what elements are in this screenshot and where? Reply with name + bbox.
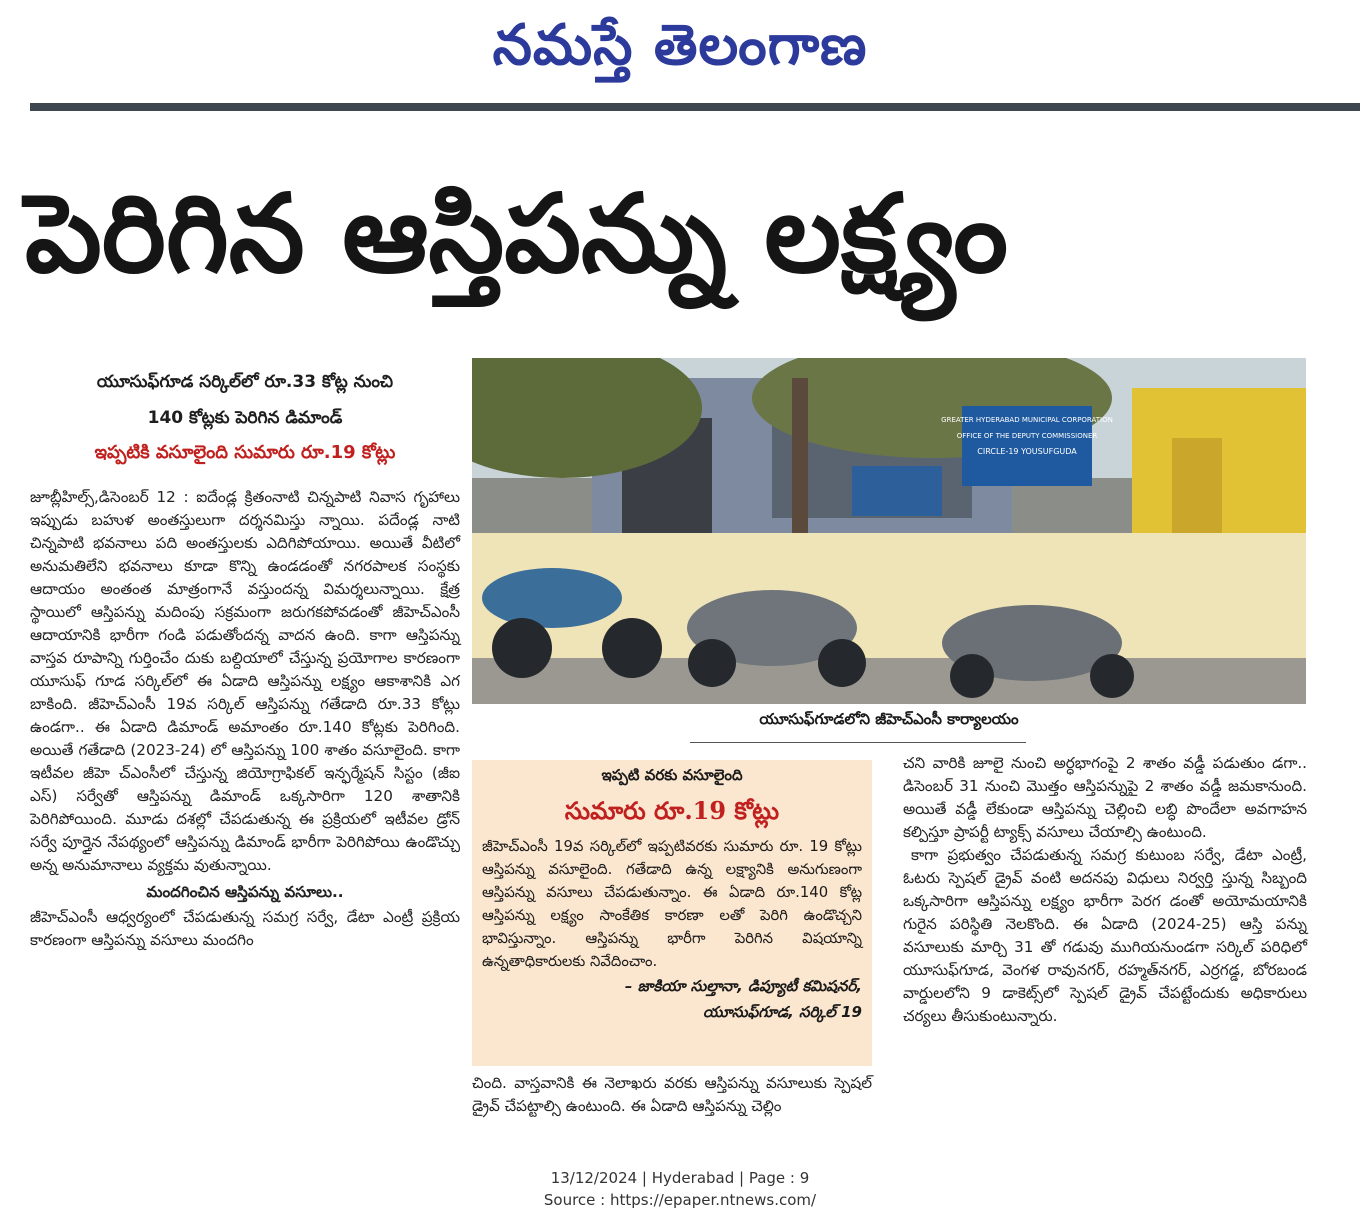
column3-paragraph-1: చని వారికి జూలై నుంచి అర్ధభాగంపై 2 శాతం వడ్డీ పడుతుం డగా.. డిసెంబర్ 31 నుంచి మొత్తం ఆస్తిపన్నుపై 2 శాతం వడ్డీ జమకానుంది. అయితే వడ్డీ లేకుండా ఆస్తిపన్ను చెల్లించి లబ్ధి పొందేలా అవగాహన కల్పిస్తూ ప్రాపర్టీ ట్యాక్స్ వసూలు చేయాల్సి ఉంటుంది. [903,754,1307,841]
quote-box-signature-1: – జాకియా సుల్తానా, డిప్యూటీ కమిషనర్, [624,977,862,995]
article-column-2 [472,1072,872,1118]
kicker-line-2: 140 కోట్లకు పెరిగిన డిమాండ్ [147,408,343,428]
page-footer [0,1167,1360,1211]
masthead [0,0,1360,100]
column1-paragraph-1: జూబ్లీహిల్స్,డిసెంబర్ 12 : ఐదేండ్ల క్రితంనాటి చిన్నపాటి నివాస గృహాలు ఇప్పుడు బహుళ అంతస్తులుగా దర్శనమిస్తు న్నాయి. పదేండ్ల నాటి చిన్నపాటి భవనాలు పది అంతస్తులకు ఎదిగిపోయాయి. అయితే వీటిలో అనుమతిలేని భవనాలు కూడా కొన్ని ఉండడంతో నగరపాలక సంస్థకు ఆదాయం అంతంత మాత్రంగానే వస్తుందన్న విమర్శలున్నాయి. క్షేత్ర స్థాయిలో ఆస్తిపన్ను మదింపు సక్రమంగా జరుగకపోవడంతో జీహెచ్‌ఎంసీ ఆదాయానికి భారీగా గండి పడుతోందన్న వాదన ఉంది. కాగా ఆస్తిపన్ను వాస్తవ రూపాన్ని గుర్తించేం దుకు బల్దియాలో చేస్తున్న ప్రయోగాల కారణంగా యూసుఫ్ గూడ సర్కిల్‌లో ఈ ఏడాది ఆస్తిపన్ను లక్ష్యం ఆకాశానికి ఎగ బాకింది. జీహెచ్‌ఎంసీ 19వ సర్కిల్ ఆస్తిపన్ను గతేడాది రూ.33 కోట్లు ఉండగా.. ఈ ఏడాది డిమాండ్ అమాంతం రూ.140 కోట్లకు పెరిగింది. అయితే గతేడాది (2023-24) లో ఆస్తిపన్ను 100 శాతం వసూలైంది. కాగా ఇటీవల జీహె చ్‌ఎంసీలో చేస్తున్న జియోగ్రాఫికల్ ఇన్ఫర్మేషన్ సిస్టం (జీఐ ఎస్) సర్వేతో ఆస్తిపన్ను డిమాండ్ ఒక్కసారిగా 120 శాతానికి పెరిగిపోయింది. మూడు దశల్లో చేపడుతున్న ఈ ప్రక్రియలో ఇటీవల డ్రోన్ సర్వే పూర్తైన నేపథ్యంలో ఆస్తిపన్ను డిమాండ్ భారీగా పెరిగిపోయి ఉండొచ్చు అన్న అనుమానాలు వ్యక్తమ వుతున్నాయి. [30,488,460,874]
column3-paragraph-2: కాగా ప్రభుత్వం చేపడుతున్న సమగ్ర కుటుంబ సర్వే, డేటా ఎంట్రీ, ఓటరు స్పెషల్ డ్రైవ్ వంటి అదనపు విధులు నిర్వర్తి స్తున్న సిబ్బంది ఒక్కసారిగా ఆస్తిపన్ను లక్ష్యం భారీగా పెరగ డంతో అయోమయానికి గురైన పరిస్థితి నెలకొంది. ఈ ఏడాది (2024-25) ఆస్తి పన్ను వసూలుకు మార్చి 31 తో గడువు ముగియనుండగా సర్కిల్ పరిధిలో యూసుఫ్‌గూడ, వెంగళ రావునగర్, రహ్మత్‌నగర్, ఎర్రగడ్డ, బోరబండ వార్డులలోని 9 డాకెట్స్‌లో స్పెషల్ డ్రైవ్ చేపట్టేందుకు అధికారులు చర్యలు తీసుకుంటున్నారు. [903,846,1307,1025]
kicker-line-1: యూసుఫ్‌గూడ సర్కిల్‌లో రూ.33 కోట్ల నుంచి [96,372,394,392]
column1-paragraph-2: జీహెచ్‌ఎంసీ ఆధ్వర్యంలో చేపడుతున్న సమగ్ర సర్వే, డేటా ఎంట్రీ ప్రక్రియ కారణంగా ఆస్తిపన్ను వసూలు మందగిం [30,908,460,949]
kicker-highlight: ఇప్పటికి వసూలైంది సుమారు రూ.19 కోట్లు [94,442,396,463]
caption-rule [690,742,1026,743]
article-photo [472,358,1306,704]
sign-text-1: GREATER HYDERABAD MUNICIPAL CORPORATION [941,416,1113,424]
footer-source-line: Source : https://epaper.ntnews.com/ [543,1191,817,1209]
column2-paragraph: చింది. వాస్తవానికి ఈ నెలాఖరు వరకు ఆస్తిపన్ను వసూలుకు స్పెషల్ డ్రైవ్ చేపట్టాల్సి ఉంటుంది. ఈ ఏడాది ఆస్తిపన్ను చెల్లిం [472,1074,872,1115]
sign-text-3: CIRCLE-19 YOUSUFGUDA [977,447,1077,456]
quote-box-lead: ఇప్పటి వరకు వసూలైంది [601,766,743,784]
article-headline: పెరిగిన ఆస్తిపన్ను లక్ష్యం [25,172,1009,297]
article-kicker [30,364,460,436]
article-column-3 [903,752,1307,1028]
quote-box-body: జీహెచ్‌ఎంసీ 19వ సర్కిల్‌లో ఇప్పటివరకు సుమారు రూ. 19 కోట్లు ఆస్తిపన్ను వసూలైంది. గతేడాది ఉన్న లక్ష్యానికి అనుగుణంగా ఆస్తిపన్ను వసూలు చేపడుతున్నాం. ఈ ఏడాది రూ.140 కోట్ల ఆస్తిపన్ను లక్ష్యం సాంకేతిక కారణా లతో పెరిగి ఉండొచ్చని భావిస్తున్నాం. ఆస్తిపన్ను భారీగా పెరిగిన విషయాన్ని ఉన్నతాధికారులకు నివేదించాం. [482,838,862,970]
sign-text-2: OFFICE OF THE DEPUTY COMMISSIONER [956,432,1098,440]
newspaper-logo: నమస్తే తెలంగాణ [492,12,868,78]
photo-caption: యూసుఫ్‌గూడలోని జీహెచ్‌ఎంసీ కార్యాలయం [759,710,1019,728]
article-column-1 [30,486,460,952]
quote-box-highlight: సుమారు రూ.19 కోట్లు [564,796,780,825]
quote-box-signature-2: యూసుఫ్‌గూడ, సర్కిల్ 19 [703,1003,862,1021]
masthead-rule [30,103,1360,111]
footer-date-line: 13/12/2024 | Hyderabad | Page : 9 [550,1169,810,1187]
quote-box [472,760,872,1066]
column1-subheading: మందగించిన ఆస్తిపన్ను వసూలు.. [146,883,344,901]
